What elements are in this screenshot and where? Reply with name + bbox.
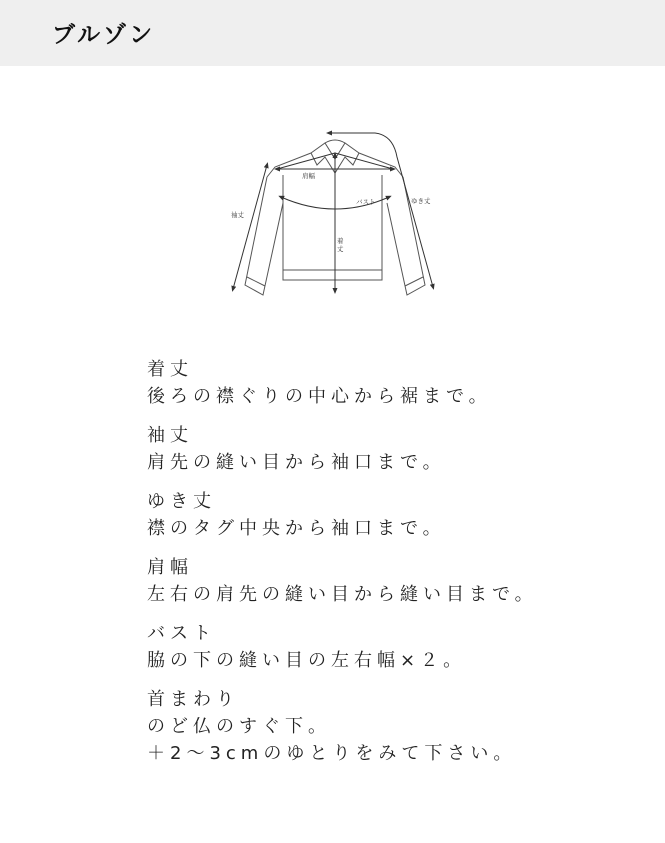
label-length-2: 丈 [337, 245, 344, 253]
label-sleeve: 袖丈 [231, 211, 244, 219]
label-shoulder: 肩幅 [302, 172, 315, 180]
entry-length [147, 356, 647, 410]
entry-term: バスト [147, 623, 216, 644]
entry-line: 脇の下の縫い目の左右幅×２。 [147, 650, 467, 671]
entry-line: のど仏のすぐ下。 [147, 716, 331, 737]
page-header [0, 0, 665, 66]
jacket-diagram-svg [225, 125, 445, 305]
entry-term: 着丈 [147, 359, 193, 380]
entry-term: 首まわり [147, 689, 239, 710]
entry-term: ゆき丈 [147, 491, 216, 512]
jacket-measurement-diagram [225, 125, 445, 305]
entry-bust [147, 620, 647, 674]
entry-yuki [147, 488, 647, 542]
entry-line: ＋2〜3cmのゆとりをみて下さい。 [147, 743, 517, 764]
entry-term: 袖丈 [147, 425, 193, 446]
measurement-descriptions [147, 356, 647, 779]
label-bust: バスト [356, 198, 376, 206]
page-title: ブルゾン [52, 22, 156, 48]
label-yuki: ゆき丈 [411, 197, 431, 205]
entry-line: 襟のタグ中央から袖口まで。 [147, 518, 446, 539]
entry-line: 肩先の縫い目から袖口まで。 [147, 452, 446, 473]
entry-shoulder [147, 554, 647, 608]
entry-term: 肩幅 [147, 557, 193, 578]
entry-neck [147, 686, 647, 767]
label-length-1: 着 [337, 237, 344, 245]
entry-line: 後ろの襟ぐりの中心から裾まで。 [147, 386, 492, 407]
entry-sleeve [147, 422, 647, 476]
entry-line: 左右の肩先の縫い目から縫い目まで。 [147, 584, 538, 605]
